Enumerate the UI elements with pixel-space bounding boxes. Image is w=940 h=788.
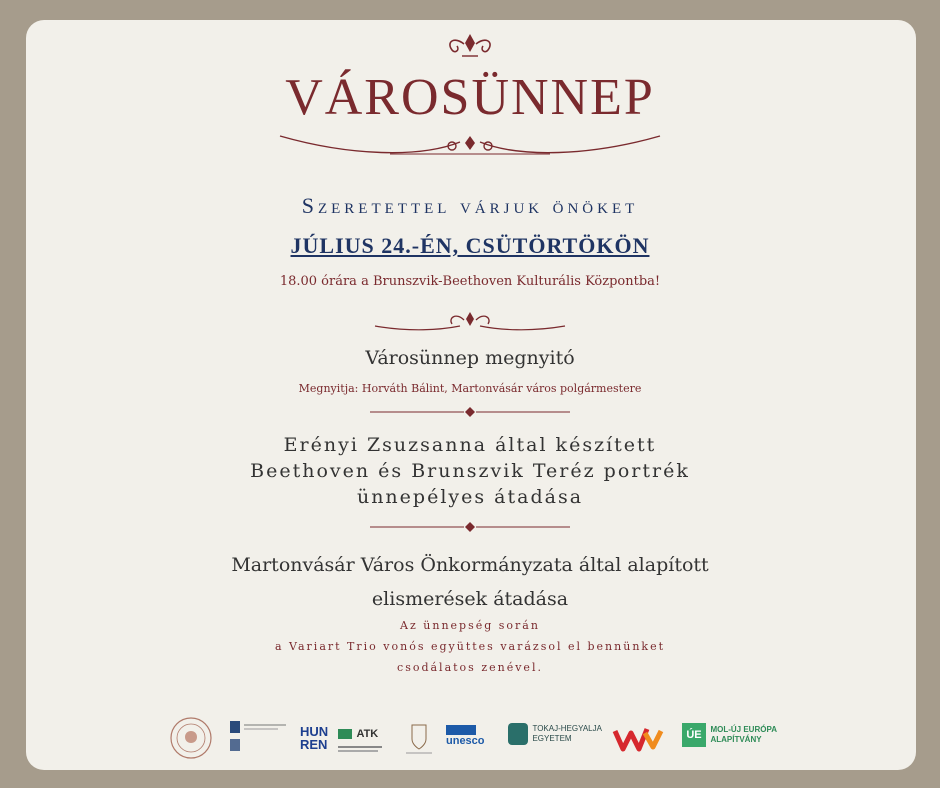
tokaj-hegyalja-logo: [508, 723, 602, 745]
note-line: csodálatos zenével.: [397, 661, 543, 674]
atk-mark-icon: [338, 729, 352, 739]
event-date: JÚLIUS 24.-ÉN, CSÜTÖRTÖKÖN: [290, 233, 650, 258]
atk-logo: [338, 725, 382, 752]
divider-1: [370, 406, 570, 418]
event-venue: 18.00 órára a Brunszvik-Beethoven Kulturális Központba!: [279, 274, 661, 289]
wave-brand-logo: [612, 723, 664, 753]
awards-line: Martonvásár Város Önkormányzata által alapított: [231, 554, 709, 576]
tokaj-text: EGYETEM: [532, 734, 572, 743]
hun-ren-text: HUN: [300, 724, 329, 739]
program-item-portraits: [0, 432, 940, 510]
sponsor-logos: [0, 715, 940, 765]
portraits-line: ünnepélyes átadása: [356, 486, 584, 508]
unesco-logo: [446, 725, 485, 747]
mol-uj-europa-logo: [682, 723, 777, 747]
note-line: Az ünnepség során: [400, 619, 540, 632]
martonvasar-crest-logo: [230, 721, 288, 757]
portraits-line: Beethoven és Brunszvik Teréz portrék: [250, 460, 690, 482]
program-item-opening-speaker: Megnyitja: Horváth Bálint, Martonvásár város polgármestere: [298, 382, 642, 395]
awards-line: elismerések átadása: [371, 588, 569, 610]
program-item-opening: Városünnep megnyitó: [365, 347, 575, 369]
event-title: VÁROSÜNNEP: [285, 69, 655, 126]
welcome-subtitle: Szeretettel várjuk önöket: [301, 193, 639, 218]
program-item-awards: [0, 548, 940, 616]
unesco-text: unesco: [446, 735, 485, 747]
title-flourish: [270, 128, 670, 164]
government-crest-logo: [402, 721, 436, 757]
section-ornament: [370, 308, 570, 338]
mol-text: MOL-ÚJ EURÓPA: [710, 725, 777, 734]
hun-ren-text: REN: [300, 737, 328, 752]
top-ornament: [440, 30, 500, 66]
brunszvik-seal-logo: [168, 715, 214, 761]
tokaj-text: TOKAJ-HEGYALJA: [532, 724, 602, 733]
portraits-line: Erényi Zsuzsanna által készített: [283, 434, 657, 456]
hun-ren-logo: [300, 725, 328, 751]
mol-text: ALAPÍTVÁNY: [710, 735, 762, 744]
tokaj-wave-icon: [508, 723, 528, 745]
unesco-temple-icon: [446, 725, 476, 735]
music-note: [0, 615, 940, 678]
mol-mark-icon: ÚE: [682, 723, 706, 747]
divider-2: [370, 521, 570, 533]
atk-text: ATK: [356, 727, 379, 740]
note-line: a Variart Trio vonós együttes varázsol el bennünket: [275, 640, 665, 653]
